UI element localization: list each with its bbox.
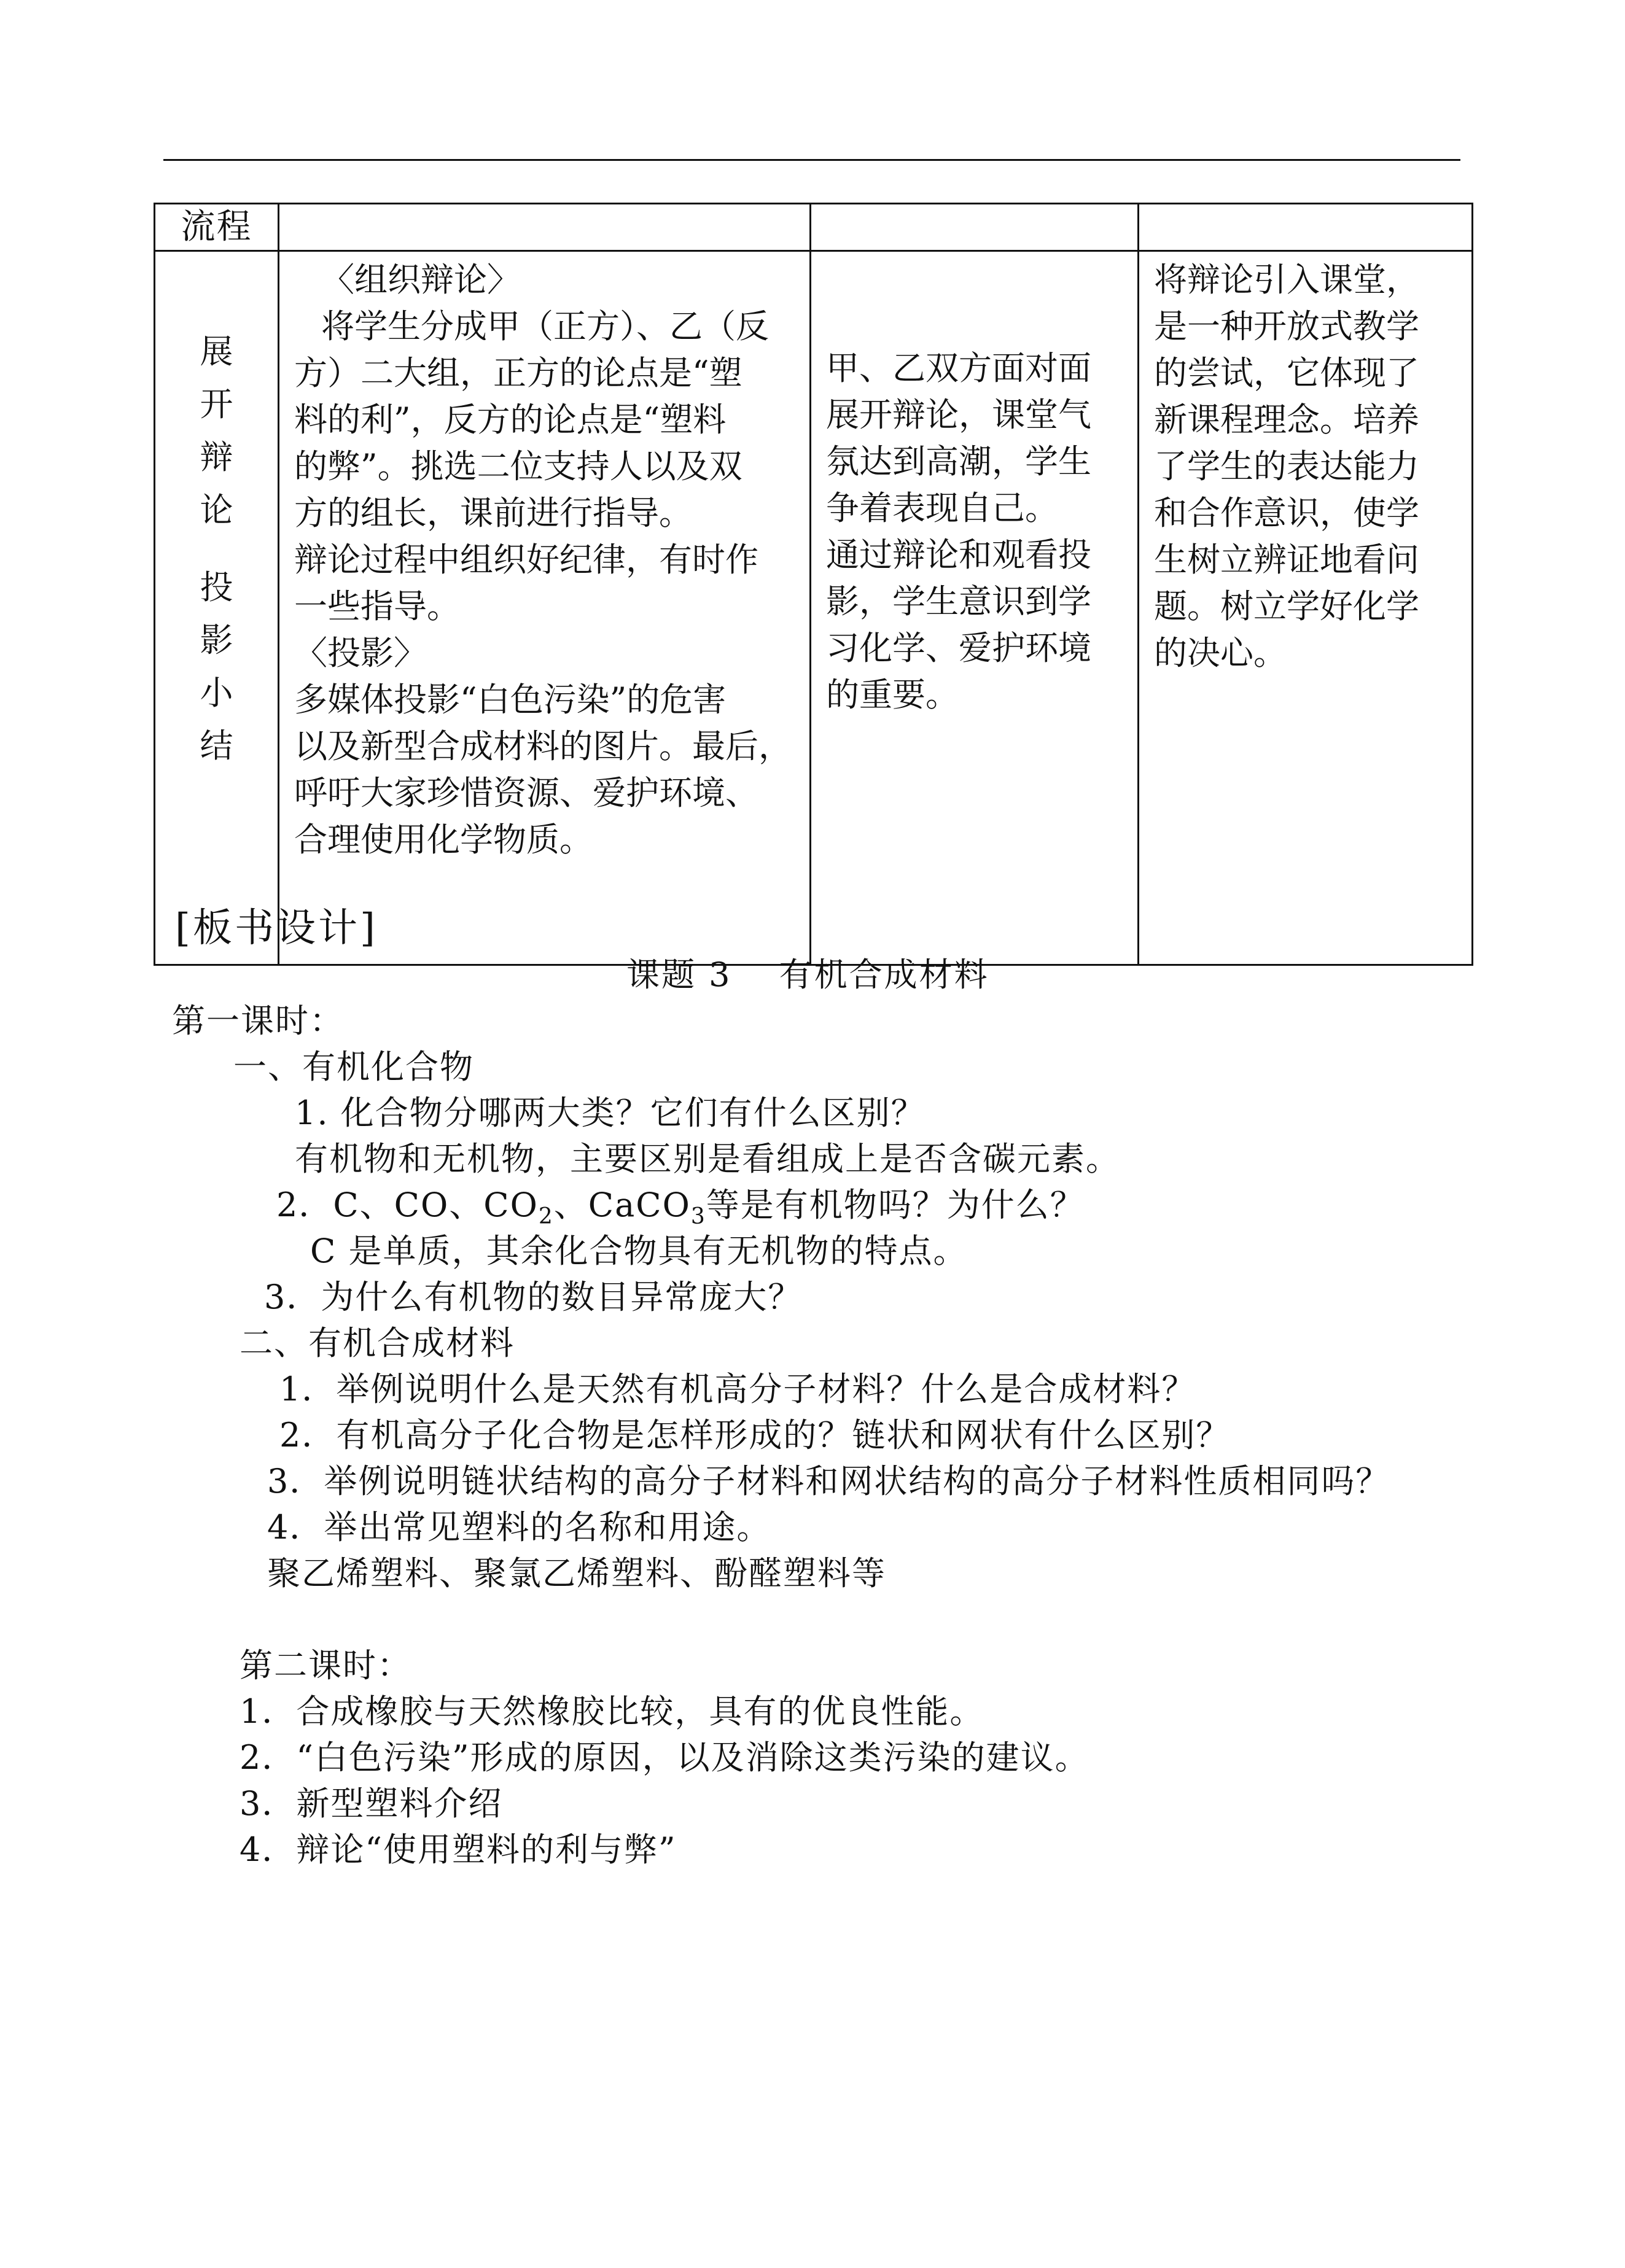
- list-item: 3．新型塑料介绍: [240, 1784, 503, 1823]
- teacher-activity-cell: [279, 251, 811, 965]
- stage-char: 辩: [200, 438, 233, 476]
- teacher-line: 的弊”。挑选二位支持人以及双: [294, 447, 742, 486]
- intent-line: 了学生的表达能力: [1154, 447, 1419, 486]
- stage-cell: [155, 251, 279, 965]
- teacher-line: 合理使用化学物质。: [294, 820, 593, 859]
- intent-line: 和合作意识，使学: [1154, 494, 1419, 532]
- student-activity-cell: [811, 251, 1139, 965]
- list-item: 2．“白色污染”形成的原因，以及消除这类污染的建议。: [240, 1738, 1089, 1777]
- question-line: 3．为什么有机物的数目异常庞大？: [264, 1278, 803, 1316]
- subscript: 2: [538, 1203, 554, 1229]
- teacher-line: 方的组长，课前进行指导。: [294, 494, 692, 532]
- period-two-label: 第二课时：: [240, 1646, 411, 1685]
- table-header-row: [155, 204, 1473, 251]
- stage-char: 开: [200, 385, 233, 424]
- question-text: 、CaCO: [553, 1186, 691, 1224]
- student-line: 习化学、爱护环境: [826, 629, 1091, 667]
- student-line: 甲、乙双方面对面: [826, 349, 1091, 387]
- teacher-line: 一些指导。: [294, 587, 460, 626]
- teacher-line: 方）二大组，正方的论点是“塑: [294, 354, 742, 392]
- question-line: 3．举例说明链状结构的高分子材料和网状结构的高分子材料性质相同吗？: [267, 1462, 1390, 1501]
- stage-char: 小: [200, 674, 233, 712]
- subscript: 3: [690, 1203, 706, 1229]
- stage-char: 展: [200, 332, 233, 371]
- teacher-line: 〈组织辩论〉: [321, 260, 520, 299]
- section-heading: 二、有机合成材料: [240, 1324, 515, 1362]
- teacher-line: 辩论过程中组织好纪律，有时作: [294, 540, 758, 579]
- intent-line: 新课程理念。培养: [1154, 400, 1419, 439]
- answer-line: 有机物和无机物，主要区别是看组成上是否含碳元素。: [295, 1140, 1120, 1178]
- teacher-line: 〈投影〉: [294, 634, 427, 672]
- stage-char: 投: [200, 568, 233, 607]
- student-line: 的重要。: [826, 675, 959, 714]
- teacher-line: 呼吁大家珍惜资源、爱护环境、: [294, 774, 758, 812]
- student-line: 展开辩论，课堂气: [826, 395, 1091, 434]
- student-line: 争着表现自己。: [826, 489, 1058, 527]
- intent-header-cell: [1139, 204, 1473, 251]
- student-line: 通过辩论和观看投: [826, 535, 1091, 574]
- teacher-line: 料的利”，反方的论点是“塑料: [294, 400, 727, 439]
- question-line: 4．举出常见塑料的名称和用途。: [267, 1508, 771, 1547]
- flow-header-cell: 流程: [155, 204, 279, 251]
- question-line: 2．有机高分子化合物是怎样形成的？链状和网状有什么区别？: [279, 1416, 1231, 1454]
- intent-line: 题。树立学好化学: [1154, 587, 1419, 626]
- design-intent-cell: [1139, 251, 1473, 965]
- stage-char: 影: [200, 621, 233, 659]
- teacher-header-cell: [279, 204, 811, 251]
- question-text: 2．C、CO、CO: [276, 1186, 539, 1224]
- student-header-cell: [811, 204, 1139, 251]
- intent-line: 是一种开放式教学: [1154, 307, 1419, 346]
- header-rule: [163, 159, 1460, 161]
- question-line: 1．举例说明什么是天然有机高分子材料？什么是合成材料？: [279, 1370, 1196, 1408]
- period-one-label: 第一课时：: [172, 1001, 344, 1040]
- list-item: 4．辩论“使用塑料的利与弊”: [240, 1830, 677, 1869]
- student-line: 氛达到高潮，学生: [826, 442, 1091, 481]
- intent-line: 的决心。: [1154, 634, 1287, 672]
- section-heading: 一、有机化合物: [233, 1047, 474, 1086]
- answer-line: 聚乙烯塑料、聚氯乙烯塑料、酚醛塑料等: [267, 1554, 886, 1593]
- intent-line: 生树立辨证地看问: [1154, 540, 1419, 579]
- teacher-line: 将学生分成甲（正方）、乙（反: [321, 307, 769, 346]
- table-row: [155, 251, 1473, 965]
- list-item: 1．合成橡胶与天然橡胶比较，具有的优良性能。: [240, 1692, 984, 1731]
- student-line: 影，学生意识到学: [826, 582, 1091, 621]
- teacher-line: 以及新型合成材料的图片。最后，: [294, 727, 792, 766]
- answer-line: C 是单质，其余化合物具有无机物的特点。: [310, 1232, 968, 1270]
- stage-char: 论: [200, 491, 233, 529]
- lesson-plan-table: [154, 203, 1473, 966]
- lesson-title: 课题 3 有机合成材料: [626, 955, 989, 994]
- teacher-line: 多媒体投影“白色污染”的危害: [294, 680, 727, 719]
- question-text: 等是有机物吗？为什么？: [706, 1186, 1085, 1224]
- intent-line: 将辩论引入课堂，: [1154, 260, 1419, 299]
- question-line: 1. 化合物分哪两大类？它们有什么区别？: [295, 1093, 926, 1132]
- question-line: [276, 1179, 1085, 1229]
- intent-line: 的尝试，它体现了: [1154, 354, 1419, 392]
- stage-char: 结: [200, 726, 233, 765]
- board-design-heading: [板书设计]: [175, 906, 378, 951]
